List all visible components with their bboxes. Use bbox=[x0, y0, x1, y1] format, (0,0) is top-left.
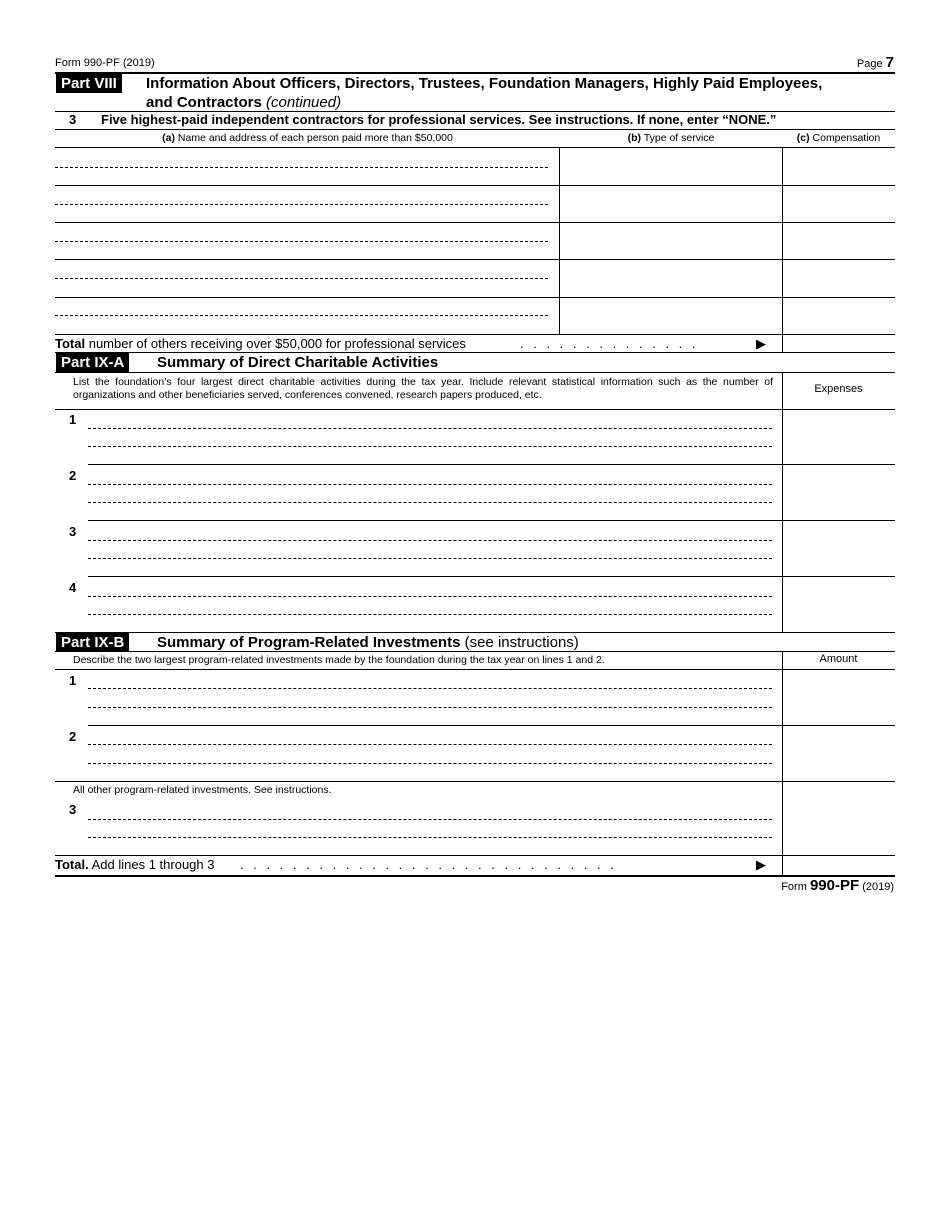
part9b-title-bold: Summary of Program-Related Investments bbox=[157, 634, 461, 651]
total-label bbox=[55, 857, 214, 872]
total-others-label bbox=[55, 336, 466, 351]
part8-title-line2 bbox=[146, 93, 822, 112]
activity-description-field[interactable] bbox=[88, 428, 772, 429]
part9b-label: Part IX-B bbox=[56, 633, 129, 652]
ix-a-line-number: 3 bbox=[69, 524, 77, 539]
activity-description-field[interactable] bbox=[88, 446, 772, 447]
ix-b-line-number: 2 bbox=[69, 729, 77, 744]
activity-description-field[interactable] bbox=[88, 540, 772, 541]
ix-a-line-number: 4 bbox=[69, 580, 77, 595]
col-c-header bbox=[782, 132, 895, 144]
total-others-input[interactable] bbox=[783, 335, 895, 352]
investment-description-field[interactable] bbox=[88, 763, 772, 764]
activity-description-field[interactable] bbox=[88, 502, 772, 503]
investment-description-field[interactable] bbox=[88, 688, 772, 689]
total-text: Add lines 1 through 3 bbox=[91, 857, 215, 872]
total-others-dots: . . . . . . . . . . . . . . bbox=[520, 336, 699, 351]
col-b-header bbox=[560, 132, 782, 144]
col-a-letter: (a) bbox=[162, 132, 175, 144]
part9a-label: Part IX-A bbox=[56, 353, 129, 372]
part8-label: Part VIII bbox=[56, 74, 122, 93]
form-footer bbox=[781, 877, 894, 894]
activity-description-field[interactable] bbox=[88, 484, 772, 485]
part9a-title: Summary of Direct Charitable Activities bbox=[157, 354, 439, 371]
col-a-header bbox=[55, 132, 560, 144]
part9b-instructions: Describe the two largest program-related investments made by the foundation during the tax year on lines 1 and 2. bbox=[73, 654, 605, 666]
col-b-text: Type of service bbox=[643, 132, 715, 144]
contractor-name-field[interactable] bbox=[55, 204, 548, 205]
line3-number: 3 bbox=[69, 112, 77, 127]
contractor-name-field[interactable] bbox=[55, 241, 548, 242]
ix-a-line-number: 1 bbox=[69, 412, 77, 427]
col-c-text: Compensation bbox=[812, 132, 881, 144]
page-number-value: 7 bbox=[885, 54, 894, 71]
contractor-name-field[interactable] bbox=[55, 167, 548, 168]
total-bold: Total. bbox=[55, 857, 89, 872]
investment-description-field[interactable] bbox=[88, 819, 772, 820]
contractor-name-field[interactable] bbox=[55, 315, 548, 316]
part8-title-contractors: and Contractors bbox=[146, 94, 262, 111]
footer-form-prefix: Form bbox=[781, 881, 807, 893]
activity-description-field[interactable] bbox=[88, 596, 772, 597]
total-others-bold: Total bbox=[55, 336, 86, 351]
investment-description-field[interactable] bbox=[88, 837, 772, 838]
arrow-icon: ▶ bbox=[756, 336, 766, 351]
col-b-letter: (b) bbox=[627, 132, 642, 144]
total-dots: . . . . . . . . . . . . . . . . . . . . . . . . . . . . . bbox=[240, 857, 617, 872]
part8-title-line1: Information About Officers, Directors, Trustees, Foundation Managers, Highly Paid Employees, bbox=[146, 75, 823, 92]
footer-form-year: (2019) bbox=[862, 881, 894, 893]
investment-description-field[interactable] bbox=[88, 744, 772, 745]
amount-header: Amount bbox=[819, 653, 858, 665]
part9b-title-normal: (see instructions) bbox=[464, 634, 579, 651]
part9a-instructions: List the foundation’s four largest direct charitable activities during the tax year. Include relevant statistical information such as the number of organizations and other beneficiaries served, conferences convened, research papers produced, etc. bbox=[73, 376, 773, 401]
part8-title bbox=[146, 74, 822, 112]
investment-description-field[interactable] bbox=[88, 707, 772, 708]
total-others-text: number of others receiving over $50,000 for professional services bbox=[88, 336, 466, 351]
activity-description-field[interactable] bbox=[88, 558, 772, 559]
other-investments-text: All other program-related investments. See instructions. bbox=[73, 784, 332, 796]
part9b-title bbox=[157, 633, 579, 652]
line3-text: Five highest-paid independent contractors for professional services. See instructions. If none, enter “NONE.” bbox=[101, 112, 777, 127]
footer-form-name: 990-PF bbox=[809, 877, 860, 894]
total-amount-input[interactable] bbox=[783, 856, 895, 874]
col-c-letter: (c) bbox=[796, 132, 810, 144]
page-number bbox=[857, 54, 894, 71]
arrow-icon: ▶ bbox=[756, 857, 766, 872]
part8-title-continued: (continued) bbox=[266, 94, 342, 111]
ix-a-line-number: 2 bbox=[69, 468, 77, 483]
col-a-text: Name and address of each person paid more than $50,000 bbox=[177, 132, 453, 144]
form-id: Form 990-PF (2019) bbox=[55, 57, 155, 69]
ix-b-line-number: 3 bbox=[69, 802, 77, 817]
contractor-name-field[interactable] bbox=[55, 278, 548, 279]
activity-description-field[interactable] bbox=[88, 614, 772, 615]
page-label: Page bbox=[856, 58, 883, 70]
expenses-header: Expenses bbox=[814, 383, 863, 395]
ix-b-line-number: 1 bbox=[69, 673, 77, 688]
